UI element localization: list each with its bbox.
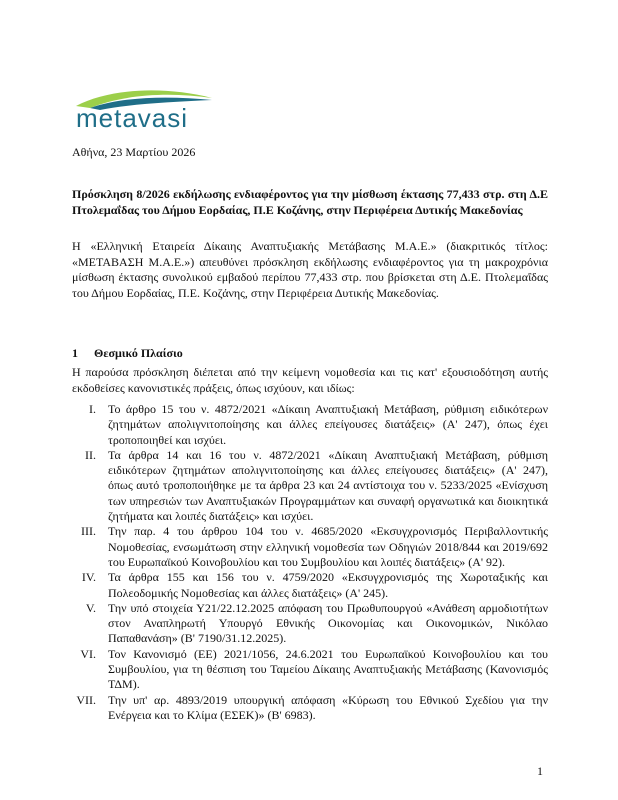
list-item [72, 448, 548, 524]
section-heading [72, 346, 183, 360]
list-item-text: Τα άρθρα 155 και 156 του ν. 4759/2020 «Εκσυγχρονισμός της Χωροταξικής και Πολεοδομικής Νομοθεσίας και άλλες διατάξεις» (Α' 245). [108, 570, 548, 600]
logo-wordmark: metavasi [76, 103, 189, 133]
list-item-text: Τα άρθρα 14 και 16 του ν. 4872/2021 «Δίκαιη Αναπτυξιακή Μετάβαση, ρύθμιση ειδικότερων ζητημάτων απολιγνιτοποίησης και άλλες επείγουσες διατάξεις» (Α' 247), όπως αυτό τροποποιήθηκε με τα άρθρα 23 και 24 αντίστοιχα του ν. 5233/2025 «Ενίσχυση των υπηρεσιών των Αναπτυξιακών Προγραμμάτων και συναφή οργανωτικά και διοικητικά ζητήματα και λοιπές διατάξεις» και ισχύει. [108, 447, 548, 524]
list-item-text: Την παρ. 4 του άρθρου 104 του ν. 4685/2020 «Εκσυγχρονισμός Περιβαλλοντικής Νομοθεσίας, ενσωμάτωση στην ελληνική νομοθεσία των Οδηγιών 2018/844 και 2019/692 του Ευρωπαϊκού Κοινοβουλίου και του Συμβουλίου και λοιπές διατάξεις» (Α' 92). [108, 524, 548, 569]
list-item-number: VII. [76, 692, 96, 707]
list-item-number: IV. [81, 570, 96, 585]
section-number: 1 [72, 346, 78, 360]
document-title: Πρόσκληση 8/2026 εκδήλωσης ενδιαφέροντος για την μίσθωση έκτασης 77,433 στρ. στη Δ.Ε Πτολεμαΐδας του Δήμου Εορδαίας, Π.Ε Κοζάνης, στην Περιφέρεια Δυτικής Μακεδονίας [72, 187, 548, 217]
list-item [72, 402, 548, 448]
section-intro-paragraph: Η παρούσα πρόσκληση διέπεται από την κείμενη νομοθεσία και τις κατ' εξουσιοδότηση αυτής εκδοθείσες κανονιστικές πράξεις, όπως ισχύουν, και ιδίως: [72, 365, 548, 395]
intro-paragraph: Η «Ελληνική Εταιρεία Δίκαιης Αναπτυξιακής Μετάβασης Μ.Α.Ε.» (διακριτικός τίτλος: «ΜΕΤΑΒΑΣΗ Μ.Α.Ε.») απευθύνει πρόσκληση εκδήλωσης ενδιαφέροντος για τη μακροχρόνια μίσθωση έκτασης συνολικού εμβαδού περίπου 77,433 στρ. που βρίσκεται στη Δ.Ε. Πτολεμαΐδας του Δήμου Εορδαίας, Π.Ε. Κοζάνης, στην Περιφέρεια Δυτικής Μακεδονίας. [72, 239, 548, 300]
list-item-text: Την υπό στοιχεία Υ21/22.12.2025 απόφαση του Πρωθυπουργού «Ανάθεση αρμοδιοτήτων στον Αναπληρωτή Υπουργό Εθνικής Οικονομίας και Οικονομικών, Νικόλαο Παπαθανάση» (Β' 7190/31.12.2025). [108, 600, 548, 646]
list-item-text: Την υπ' αρ. 4893/2019 υπουργική απόφαση «Κύρωση του Εθνικού Σχεδίου για την Ενέργεια και το Κλίμα (ΕΣΕΚ)» (Β' 6983). [108, 692, 548, 722]
list-item [72, 570, 548, 601]
list-item-text: Τον Κανονισμό (ΕΕ) 2021/1056, 24.6.2021 του Ευρωπαϊκού Κοινοβουλίου και του Συμβουλίου, για τη θέσπιση του Ταμείου Δίκαιης Αναπτυξιακής Μετάβασης (Κανονισμός ΤΔΜ). [108, 646, 548, 692]
list-item-number: V. [85, 600, 96, 615]
list-item [72, 524, 548, 570]
list-item-number: VI. [80, 646, 96, 661]
list-item [72, 647, 548, 693]
list-item-text: Το άρθρο 15 του ν. 4872/2021 «Δίκαιη Αναπτυξιακή Μετάβαση, ρύθμιση ειδικότερων ζητημάτων απολιγνιτοποίησης και άλλες επείγουσες διατάξεις» (Α' 247), όπως έχει τροποποιηθεί και ισχύει. [108, 402, 548, 447]
list-item-number: I. [89, 402, 96, 416]
section-title: Θεσμικό Πλαίσιο [94, 346, 183, 360]
list-item-number: III. [81, 524, 96, 539]
list-item-number: II. [85, 447, 96, 462]
list-item [72, 601, 548, 647]
page-number: 1 [537, 764, 543, 778]
list-item [72, 693, 548, 724]
document-date: Αθήνα, 23 Μαρτίου 2026 [72, 145, 196, 159]
legal-framework-list [72, 402, 548, 723]
